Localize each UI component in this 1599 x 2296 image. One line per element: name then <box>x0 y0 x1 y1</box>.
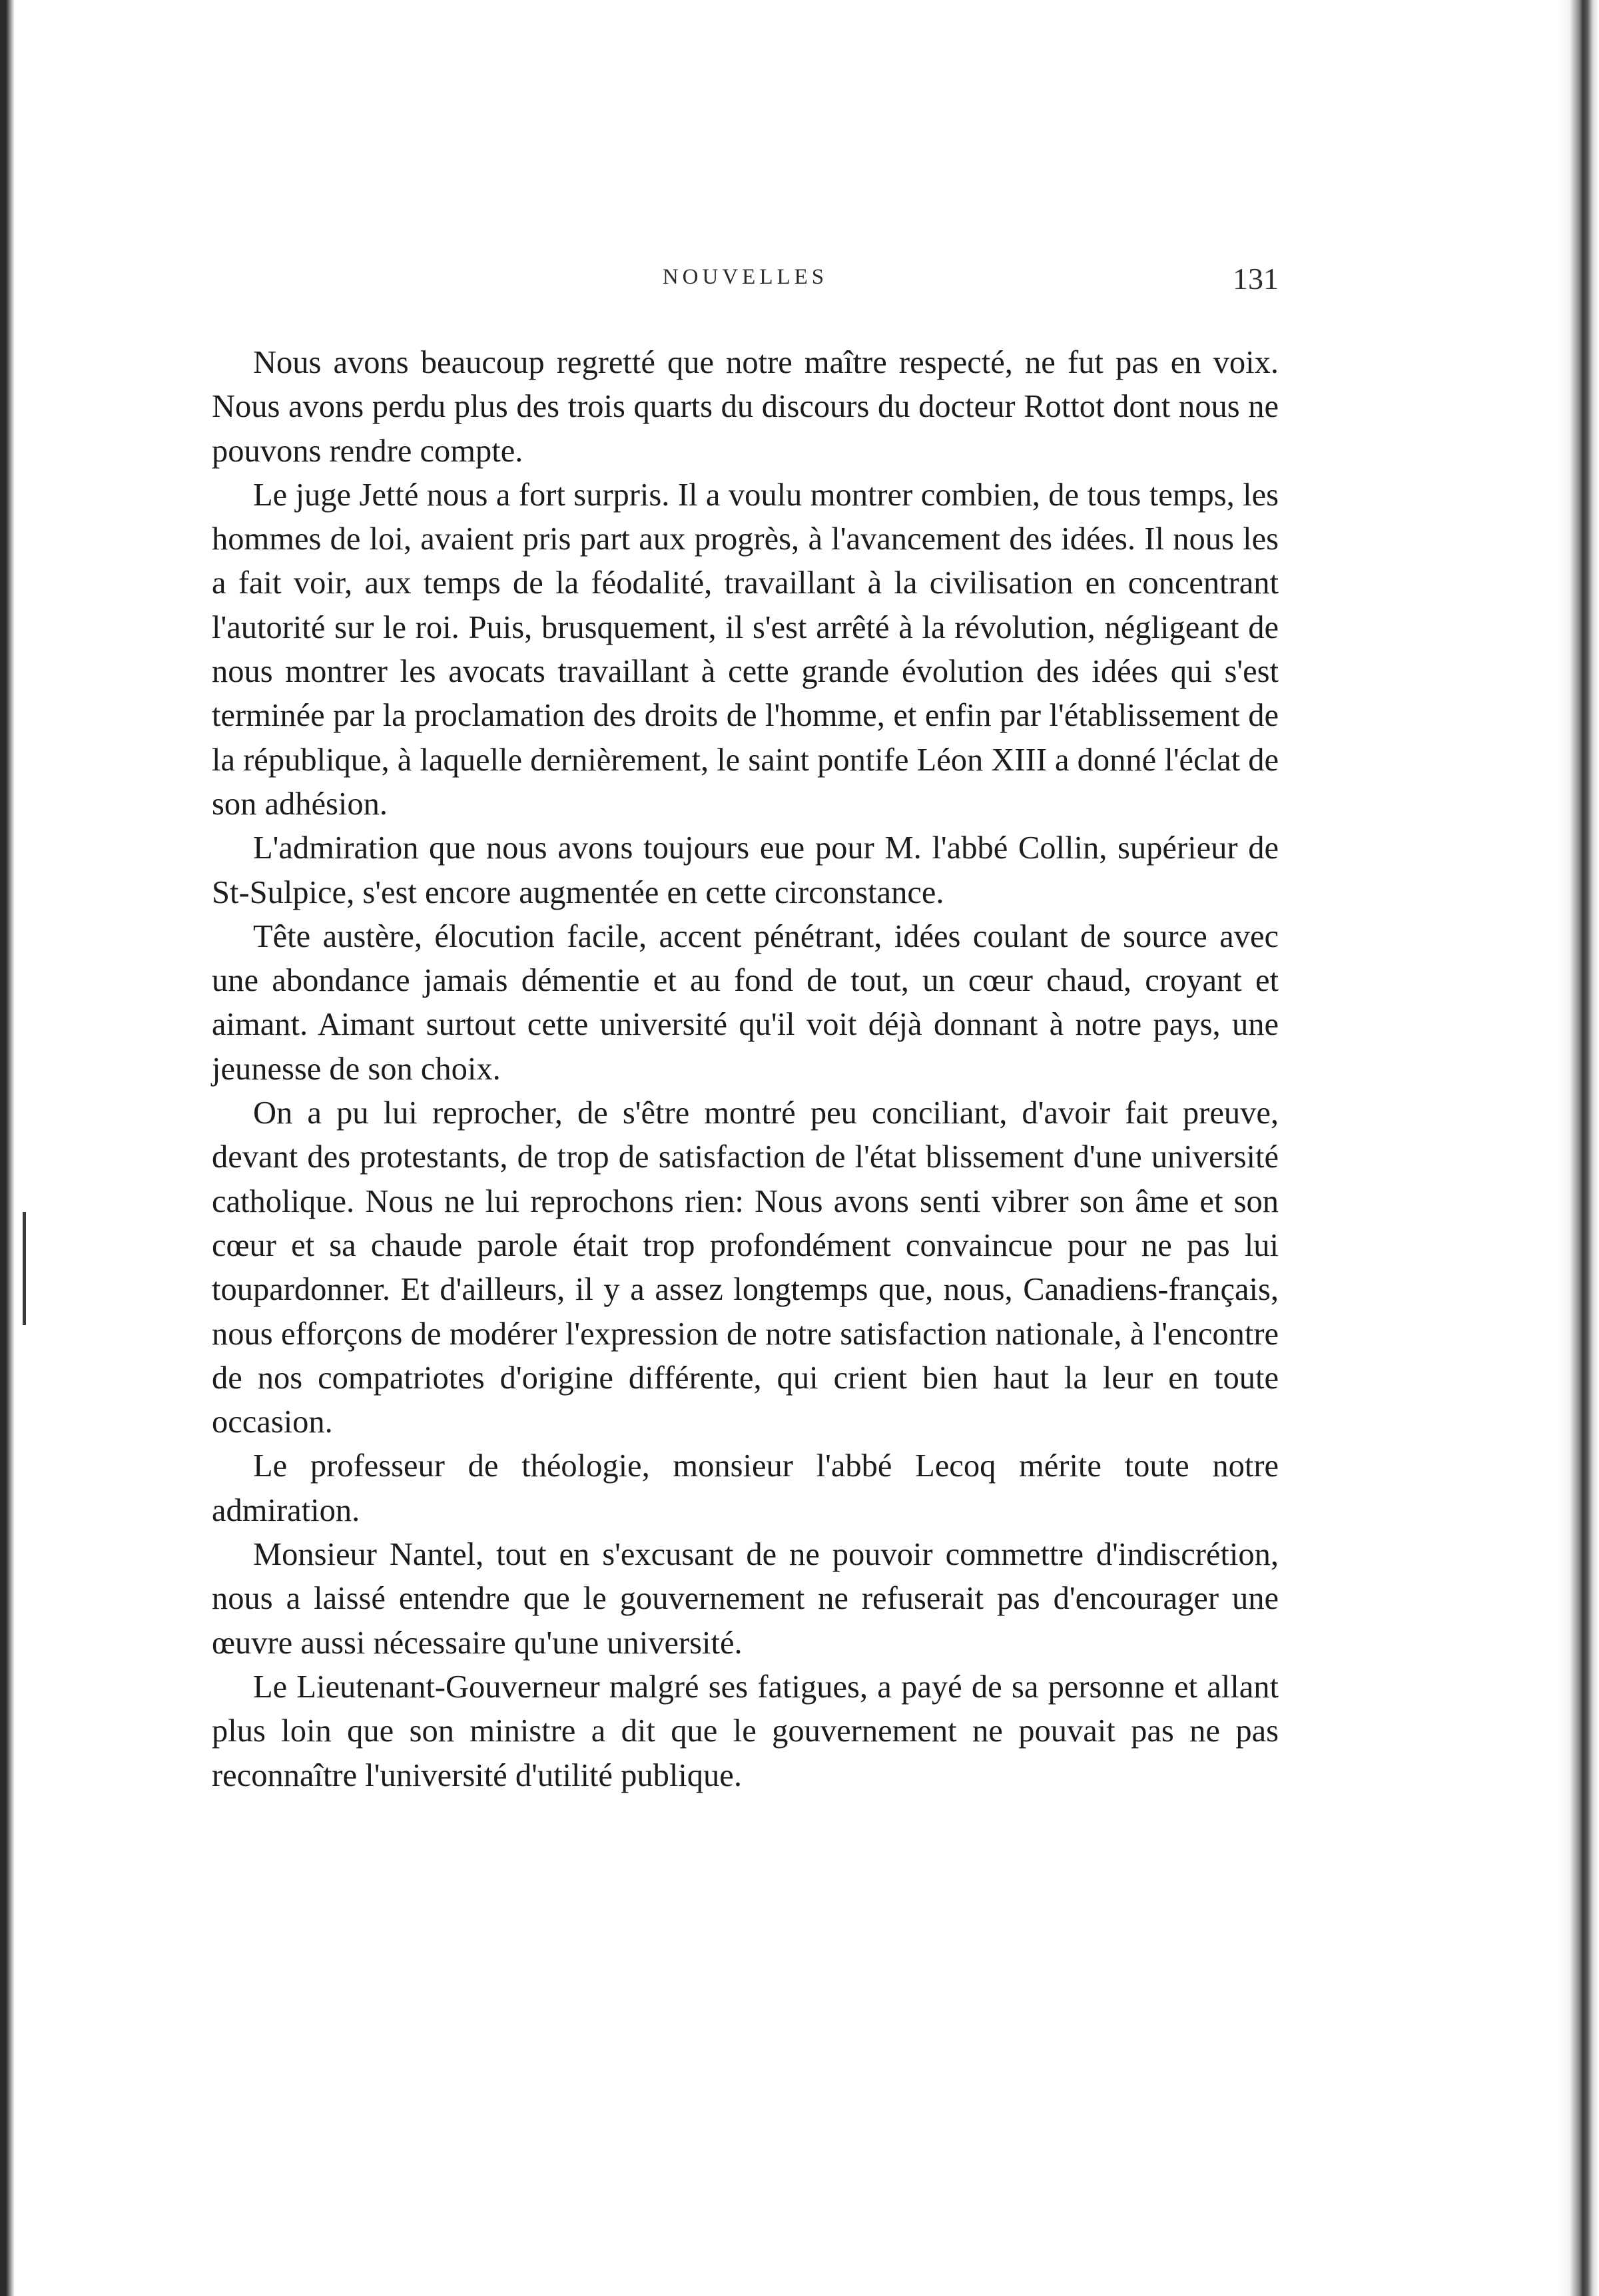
paragraph: Nous avons beaucoup regretté que notre maître respecté, ne fut pas en voix. Nous avons perdu plus des trois quarts du discours du docteur Rottot dont nous ne pouvons rendre compte. <box>212 345 1279 469</box>
page-body <box>212 341 1279 1798</box>
running-head <box>212 262 1279 305</box>
paragraph: Monsieur Nantel, tout en s'excusant de ne pouvoir commettre d'indiscrétion, nous a laissé entendre que le gouvernement ne refuserait pas d'encourager une œuvre aussi nécessaire qu'une université. <box>212 1537 1279 1661</box>
paragraph: Le Lieutenant-Gouverneur malgré ses fatigues, a payé de sa personne et allant plus loin que son ministre a dit que le gouvernement ne pouvait pas ne pas reconnaître l'université d'utilité publique. <box>212 1669 1279 1793</box>
scan-mark <box>23 1212 26 1325</box>
paragraph: Tête austère, élocution facile, accent pénétrant, idées coulant de source avec une abondance jamais démentie et au fond de tout, un cœur chaud, croyant et aimant. Aimant surtout cette université qu'il voit déjà donnant à notre pays, une jeunesse de son choix. <box>212 918 1279 1087</box>
scan-edge-right <box>1556 0 1599 2296</box>
running-title: NOUVELLES <box>662 265 828 289</box>
scan-edge-left <box>0 0 15 2296</box>
page-number: 131 <box>1233 262 1279 296</box>
paragraph: Le juge Jetté nous a fort surpris. Il a voulu montrer combien, de tous temps, les hommes de loi, avaient pris part aux progrès, à l'avancement des idées. Il nous les a fait voir, aux temps de la féodalité, travaillant à la civilisation en concentrant l'autorité sur le roi. Puis, brusquement, il s'est arrêté à la révolution, négligeant de nous montrer les avocats travaillant à cette grande évolution des idées qui s'est terminée par la proclamation des droits de l'homme, et enfin par l'établissement de la république, à laquelle dernièrement, le saint pontife Léon XIII a donné l'éclat de son adhésion. <box>212 477 1279 822</box>
paragraph: L'admiration que nous avons toujours eue pour M. l'abbé Collin, supérieur de St-Sulpice, s'est encore augmentée en cette circonstance. <box>212 830 1279 910</box>
paragraph: Le professeur de théologie, monsieur l'abbé Lecoq mérite toute notre admiration. <box>212 1448 1279 1528</box>
paragraph: On a pu lui reprocher, de s'être montré peu conciliant, d'avoir fait preuve, devant des protestants, de trop de satisfaction de l'état blissement d'une université catholique. Nous ne lui reprochons rien: Nous avons senti vibrer son âme et son cœur et sa chaude parole était trop profondément convaincue pour ne pas lui toupardonner. Et d'ailleurs, il y a assez longtemps que, nous, Canadiens-français, nous efforçons de modérer l'expression de notre satisfaction nationale, à l'encontre de nos compatriotes d'origine différente, qui crient bien haut la leur en toute occasion. <box>212 1095 1279 1440</box>
